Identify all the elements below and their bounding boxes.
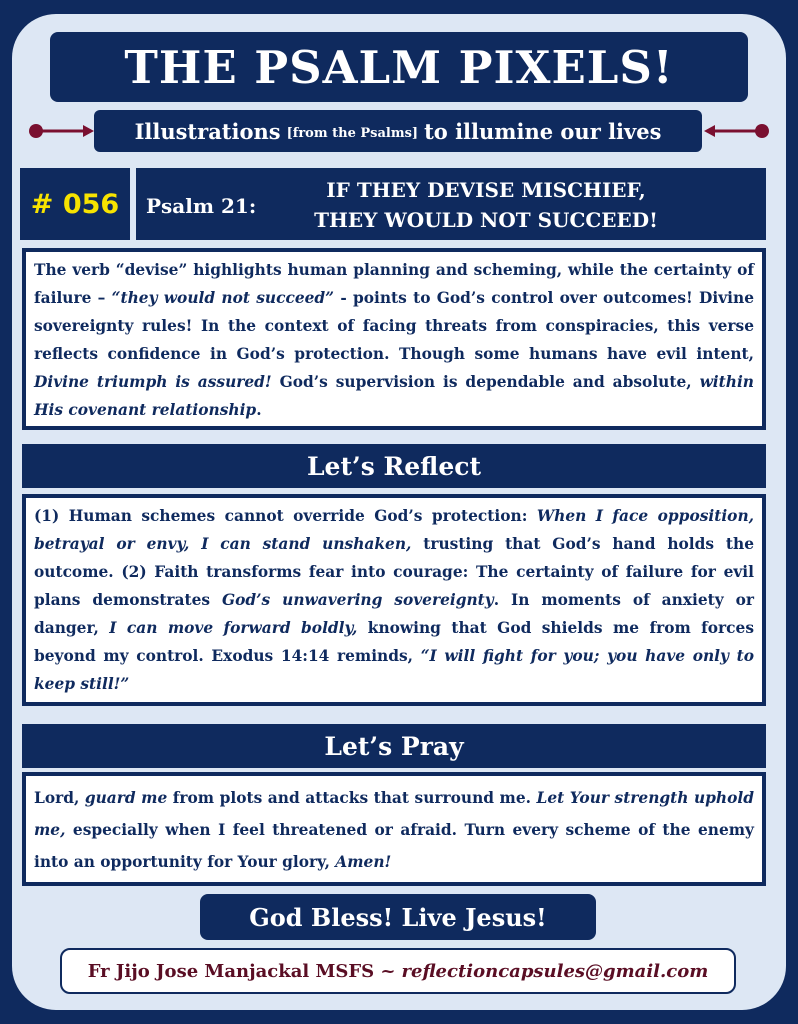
- pray-italic: Let Your strength uphold me,: [34, 789, 754, 839]
- right-arrow-icon: [704, 124, 770, 138]
- subtitle-text-end: to illumine our lives: [424, 118, 662, 144]
- author-email: reflectioncapsules@gmail.com: [401, 960, 709, 982]
- author-name: Fr Jijo Jose Manjackal MSFS ~: [87, 960, 396, 982]
- reflect-paragraph: [22, 494, 766, 706]
- reflect-italic: God’s unwavering sovereignty: [222, 591, 494, 609]
- reflect-text: knowing that God shields me from forces beyond my control. Exodus 14:14 reminds,: [34, 619, 754, 665]
- reflect-text: . In moments of anxiety or danger,: [34, 591, 754, 637]
- intro-text: - points to God’s control over outcomes! Divine sovereignty rules! In the context of facing threats from conspiracies, this verse reflects confidence in God’s protection. Though some humans have evil intent,: [34, 289, 754, 363]
- reflect-text: (1) Human schemes cannot override God’s protection:: [34, 507, 537, 525]
- psalm-number: # 056: [20, 168, 130, 240]
- intro-paragraph: [22, 248, 766, 430]
- pray-paragraph: [22, 772, 766, 886]
- pray-text: from plots and attacks that surround me.: [167, 789, 537, 807]
- heading-line-2: THEY WOULD NOT SUCCEED!: [314, 208, 658, 232]
- reflect-italic: I can move forward boldly,: [109, 619, 358, 637]
- reflect-heading: Let’s Reflect: [22, 444, 766, 488]
- intro-italic: Divine triumph is assured!: [34, 373, 272, 391]
- pray-heading: Let’s Pray: [22, 724, 766, 768]
- pray-italic: guard me: [84, 789, 168, 807]
- subtitle-text-start: Illustrations: [134, 118, 281, 144]
- subtitle: [94, 110, 702, 152]
- heading-line-1: IF THEY DEVISE MISCHIEF,: [326, 178, 646, 202]
- reflect-italic: “I will fight for you; you have only to keep still!”: [34, 647, 754, 693]
- intro-italic: within His covenant relationship: [34, 373, 754, 419]
- pray-italic: Amen!: [335, 853, 392, 871]
- closing-blessing: God Bless! Live Jesus!: [200, 894, 596, 940]
- reflect-italic: When I face opposition, betrayal or envy, I can stand unshaken,: [34, 507, 754, 553]
- intro-text: .: [256, 401, 262, 419]
- psalm-heading: [136, 168, 766, 240]
- intro-text: God’s supervision is dependable and absolute,: [271, 373, 700, 391]
- intro-italic: “they would not succeed”: [111, 289, 335, 307]
- psalm-reference: Psalm 21:: [146, 194, 257, 218]
- pray-text: especially when I feel threatened or afraid. Turn every scheme of the enemy into an opportunity for Your glory,: [34, 821, 754, 871]
- footer-credit: [60, 948, 736, 994]
- pray-text: Lord,: [34, 789, 85, 807]
- intro-text: The verb “devise” highlights human planning and scheming, while the certainty of failure –: [34, 261, 754, 307]
- subtitle-small-text: [from the Psalms]: [286, 125, 419, 141]
- page-title: THE PSALM PIXELS!: [50, 32, 748, 102]
- reflect-text: trusting that God’s hand holds the outcome. (2) Faith transforms fear into courage: The certainty of failure for evil plans demonstrates: [34, 535, 754, 609]
- left-arrow-icon: [28, 124, 94, 138]
